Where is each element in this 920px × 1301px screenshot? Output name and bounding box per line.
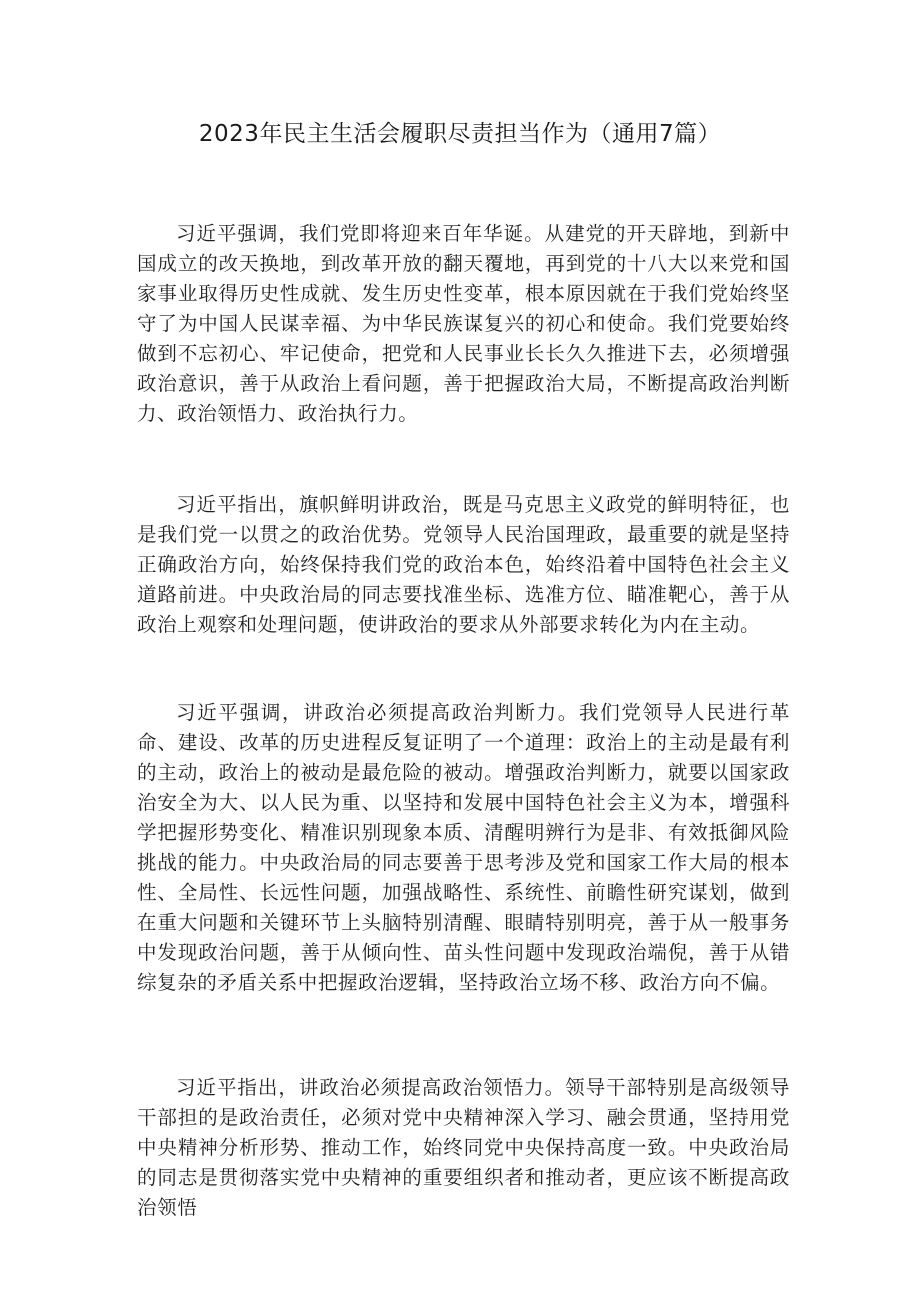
paragraph-2: 习近平指出，旗帜鲜明讲政治，既是马克思主义政党的鲜明特征，也是我们党一以贯之的政治优势。党领导人民治国理政，最重要的就是坚持正确政治方向，始终保持我们党的政治本色，始终沿着中国特色社会主义道路前进。中央政治局的同志要找准坐标、选准方位、瞄准靶心，善于从政治上观察和处理问题，使讲政治的要求从外部要求转化为内在主动。 bbox=[137, 493, 790, 636]
paragraph-1: 习近平强调，我们党即将迎来百年华诞。从建党的开天辟地，到新中国成立的改天换地，到改革开放的翻天覆地，再到党的十八大以来党和国家事业取得历史性成就、发生历史性变革，根本原因就在于我们党始终坚守了为中国人民谋幸福、为中华民族谋复兴的初心和使命。我们党要始终做到不忘初心、牢记使命，把党和人民事业长长久久推进下去，必须增强政治意识，善于从政治上看问题，善于把握政治大局，不断提高政治判断力、政治领悟力、政治执行力。 bbox=[137, 222, 790, 425]
paragraph-4: 习近平指出，讲政治必须提高政治领悟力。领导干部特别是高级领导干部担的是政治责任，必须对党中央精神深入学习、融会贯通，坚持用党中央精神分析形势、推动工作，始终同党中央保持高度一致。中央政治局的同志是贯彻落实党中央精神的重要组织者和推动者，更应该不断提高政治领悟 bbox=[137, 1076, 790, 1219]
document-title: 2023年民主生活会履职尽责担当作为（通用7篇） bbox=[198, 121, 722, 147]
paragraph-3: 习近平强调，讲政治必须提高政治判断力。我们党领导人民进行革命、建设、改革的历史进程反复证明了一个道理：政治上的主动是最有利的主动，政治上的被动是最危险的被动。增强政治判断力，就要以国家政治安全为大、以人民为重、以坚持和发展中国特色社会主义为本，增强科学把握形势变化、精准识别现象本质、清醒明辨行为是非、有效抵御风险挑战的能力。中央政治局的同志要善于思考涉及党和国家工作大局的根本性、全局性、长远性问题，加强战略性、系统性、前瞻性研究谋划，做到在重大问题和关键环节上头脑特别清醒、眼睛特别明亮，善于从一般事务中发现政治问题，善于从倾向性、苗头性问题中发现政治端倪，善于从错综复杂的矛盾关系中把握政治逻辑，坚持政治立场不移、政治方向不偏。 bbox=[137, 701, 790, 994]
